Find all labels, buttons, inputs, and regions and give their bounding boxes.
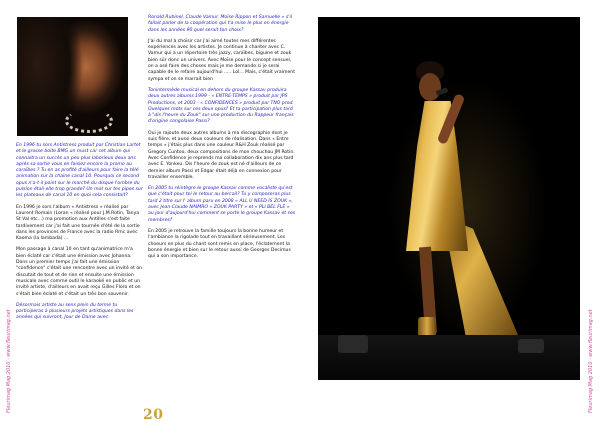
footer-right-vertical — [586, 265, 596, 415]
text-column-left — [16, 143, 144, 327]
stage-light — [338, 335, 368, 353]
question-paragraph: Désormais artiste au sens plein du terme tu participeras à plusieurs projets artistiques dans les années qui suivront, Jour de Dame avec — [16, 302, 134, 321]
question-paragraph: Ronald Rubinel, Claude Vamur, Moïse Rippon et Samuelle » s'il fallait parler de la coopération qui t'a mise le plus en énergie dans les années 90 quel serait ton choix? — [148, 15, 293, 33]
footer-left-text: Fleurimag Mag 2010 · www.fleurimag.net — [6, 309, 12, 413]
answer-paragraph: Oui je rajoute deux autres albums à ma discographie dont je suis fière, et aussi deux couleurs de réalisation. Dans « Entre temps » j'étais plus dans une couleur R&H Zouk réalisé par Gregory Cuntoo, deux compositions de mon chouchou JM Rotin. Avec Confidence je reprends ma collaboration dix ans plus tard avec E. Yonkeu. Dis l'heure de zouk est né d'ailleurs de ce dernier album Passi et Edgar était déjà en connexion pour travailler ensemble. — [148, 130, 295, 180]
page-number: 20 — [143, 407, 164, 423]
answer-paragraph: En 1996 je sors l'album « Antistress » réalisé par Laurent Romain (Loran « réalisé pour J.M.Rotin, Tanya St Val etc...) ma promotion aux Antilles s'est faite tardivement car j'ai fait une tournée d'été de la sortie dans les provinces de France avec la radio Rmc avec Kaoma (la lambada) ... — [16, 204, 140, 242]
answer-paragraph: Mon passage à canal 10 en tant qu'animatrice m'a bien éclaté car c'était une émission avec Johanna. Dans un premier temps j'ai fait une émission "confidence" c'était une rencontre avec un invité et on discutait de tout et de rien et ensuite une émission musicale avec comme outil le karaoké en public et un invité artiste, d'ailleurs en avait reçu Gilles Floro et on s'était bien éclaté et c'était un très bon souvenir. — [16, 247, 143, 297]
text-column-middle — [148, 15, 296, 265]
portrait-photo — [17, 17, 128, 136]
question-paragraph: En 2005 tu réintègre le groupe Kassav comme vocaliste qu'est que c'était pour toi le retour au bercail? Tu y composeras plus tard 2 titre sur l' album paru en 2008 « ALL U NEED IS ZOUK », avec Jean-Claude NAIMRO « ZOUK PARTY » et « PLI BÈL FLÈ » au jour d'aujourd'hui comment se porte le groupe Kassav et ses membres? — [148, 186, 296, 223]
question-paragraph: Tonintermède musical en dehors du groupe Kassav produira deux autres albums 1999 - « ENTRE-TEMPS » produit par JPS Productions, et 2003 - « CONFIDENCES » produit par TNO prod. Quelques mots sur ces deux opus? Et ta participation plus tard à "dis l'heure du Zouk" sur une production du Rappeur français d'origine congolaise Passi? — [148, 87, 294, 125]
portrait-necklace — [65, 109, 113, 133]
answer-paragraph: J'ai du mal à choisir car j'ai aimé toutes mes différentes expériences avec les artistes. Je continue à chanter avec C. Vamur qui a un répertoire très jazzy, caraïbes, biguine et zouk bien sûr donc un univers. Avec Moïse pour le concept sensuel, on a osé faire des choses mais je me demande si je serai capable de le refaire aujourd'hui ..... Lol... Mais, c'était vraiment sympa et on se marrait bien — [148, 38, 295, 82]
stage-light — [518, 339, 544, 353]
concert-photo — [318, 17, 580, 380]
footer-right-text: Fleurimag Mag 2010 · www.fleurimag.net — [588, 309, 594, 413]
question-paragraph: En 1996 tu sors Antistress produit par Christian Lartet et le grosse boite BMG un must car cet album qui connaitra un succès un peu plus laborieux deux ans après sa sortie vous en faisiez encore la promo au caraïbes ? Tu en as profité d'ailleurs pour faire la télé animation sur la chaine canal 10. Pourquoi ce second opus n'a-t-il point sur le marché du disque l'ombre du pulsion étali-elle trop grande? Un mot sur tes pipes sur les plateaux de canal 10 en quoi cela consistait? — [16, 143, 143, 199]
answer-paragraph: En 2005 je retrouve la famille toujours la bonne humeur et l'ambiance la rigolade tout en travaillant sérieusement. Les choeurs en plus du chant sont remis en place, l'éclatement la bonne énergie et bien sur le retour aussi de Georges Decimus qui a son importance. — [148, 228, 291, 260]
singer-head — [419, 73, 441, 101]
footer-left-vertical — [4, 265, 14, 415]
